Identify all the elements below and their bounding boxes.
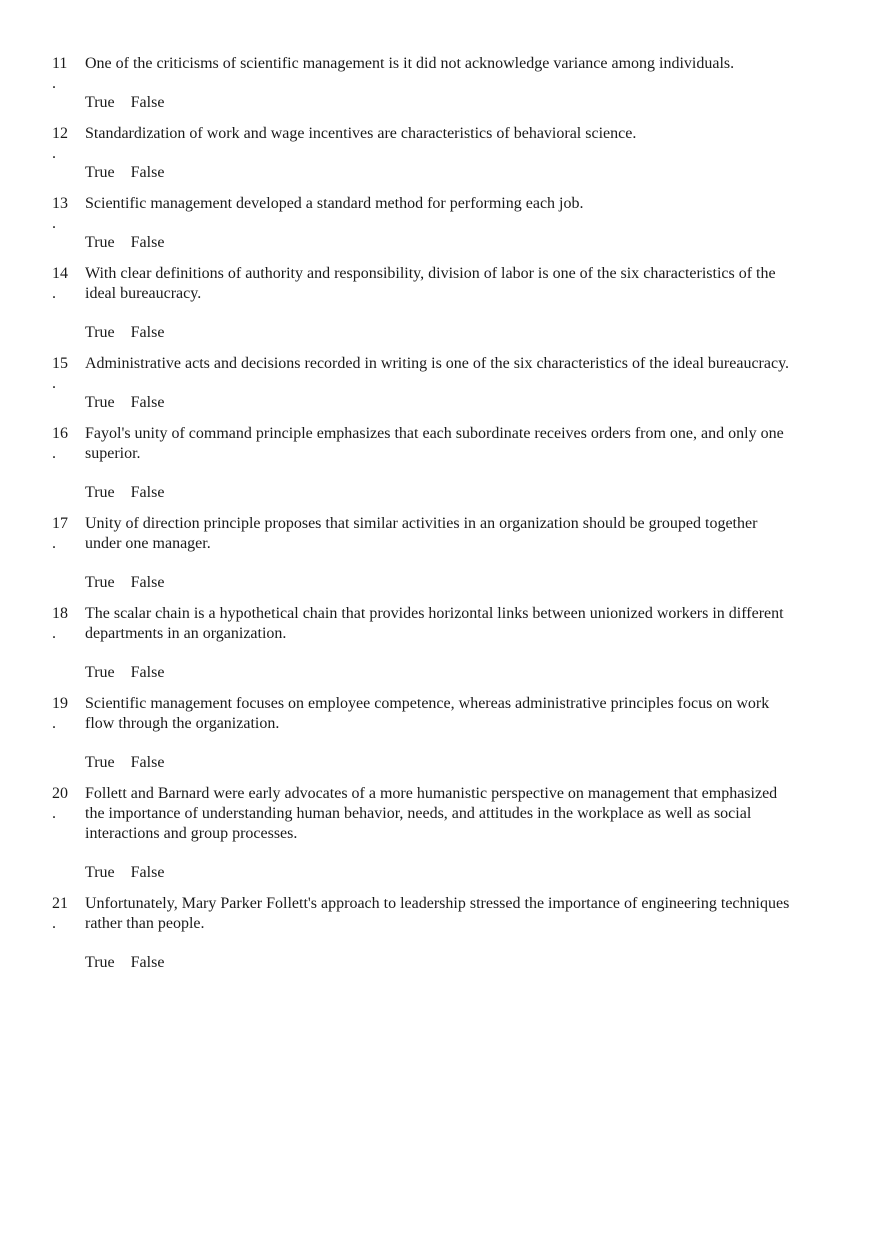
false-option[interactable]: False <box>130 664 165 681</box>
question-text: Fayol's unity of command principle emphasizes that each subordinate receives orders from one, and only one superior. <box>85 425 784 462</box>
question-number <box>52 354 80 394</box>
question-text: Scientific management developed a standard method for performing each job. <box>85 195 584 212</box>
question-number-value: 13 <box>52 195 68 212</box>
question-number-dot: . <box>52 715 56 732</box>
question-text: Scientific management focuses on employee competence, whereas administrative principles focus on work flow through the organization. <box>85 695 770 732</box>
question-item <box>0 514 880 593</box>
false-option[interactable]: False <box>130 574 165 591</box>
question-item <box>0 264 880 343</box>
false-option[interactable]: False <box>130 94 165 111</box>
true-option[interactable]: True <box>85 664 115 681</box>
answer-options <box>85 753 880 773</box>
question-number-dot: . <box>52 215 56 232</box>
true-option[interactable]: True <box>85 94 115 111</box>
question-number <box>52 514 80 554</box>
false-option[interactable]: False <box>130 164 165 181</box>
question-item <box>0 784 880 883</box>
answer-options <box>85 863 880 883</box>
question-number-dot: . <box>52 75 56 92</box>
false-option[interactable]: False <box>130 954 165 971</box>
question-number-value: 11 <box>52 55 68 72</box>
true-option[interactable]: True <box>85 574 115 591</box>
answer-options <box>85 163 880 183</box>
question-item <box>0 604 880 683</box>
false-option[interactable]: False <box>130 864 165 881</box>
question-number-value: 15 <box>52 355 68 372</box>
question-number-value: 20 <box>52 785 68 802</box>
true-option[interactable]: True <box>85 394 115 411</box>
answer-options <box>85 663 880 683</box>
true-option[interactable]: True <box>85 164 115 181</box>
question-number-dot: . <box>52 915 56 932</box>
question-number <box>52 54 80 94</box>
question-item <box>0 424 880 503</box>
answer-options <box>85 393 880 413</box>
true-option[interactable]: True <box>85 954 115 971</box>
question-number-value: 18 <box>52 605 68 622</box>
false-option[interactable]: False <box>130 394 165 411</box>
question-text: Administrative acts and decisions recorded in writing is one of the six characteristics of the ideal bureaucracy. <box>85 355 790 372</box>
question-list <box>0 54 880 984</box>
true-option[interactable]: True <box>85 484 115 501</box>
question-number <box>52 894 80 934</box>
question-item <box>0 354 880 413</box>
false-option[interactable]: False <box>130 324 165 341</box>
question-text: The scalar chain is a hypothetical chain that provides horizontal links between unionized workers in different departments in an organization. <box>85 605 784 642</box>
question-number-value: 21 <box>52 895 68 912</box>
true-option[interactable]: True <box>85 864 115 881</box>
question-number <box>52 424 80 464</box>
question-item <box>0 194 880 253</box>
question-number <box>52 604 80 644</box>
answer-options <box>85 483 880 503</box>
question-number-value: 14 <box>52 265 68 282</box>
question-number-dot: . <box>52 625 56 642</box>
answer-options <box>85 93 880 113</box>
answer-options <box>85 573 880 593</box>
answer-options <box>85 323 880 343</box>
question-number <box>52 124 80 164</box>
question-text: One of the criticisms of scientific management is it did not acknowledge variance among individuals. <box>85 55 735 72</box>
question-number-value: 16 <box>52 425 68 442</box>
question-item <box>0 894 880 973</box>
question-number-dot: . <box>52 445 56 462</box>
true-option[interactable]: True <box>85 324 115 341</box>
question-item <box>0 124 880 183</box>
question-number-value: 19 <box>52 695 68 712</box>
question-text: Follett and Barnard were early advocates of a more humanistic perspective on management that emphasized the importance of understanding human behavior, needs, and attitudes in the workplace as well as social interactions and group processes. <box>85 785 778 842</box>
question-text: Standardization of work and wage incentives are characteristics of behavioral science. <box>85 125 637 142</box>
question-number-dot: . <box>52 145 56 162</box>
question-number-value: 12 <box>52 125 68 142</box>
question-number <box>52 784 80 824</box>
question-number <box>52 694 80 734</box>
question-number-dot: . <box>52 285 56 302</box>
false-option[interactable]: False <box>130 754 165 771</box>
question-number <box>52 264 80 304</box>
true-option[interactable]: True <box>85 754 115 771</box>
false-option[interactable]: False <box>130 484 165 501</box>
true-option[interactable]: True <box>85 234 115 251</box>
question-text: Unity of direction principle proposes that similar activities in an organization should be grouped together under one manager. <box>85 515 758 552</box>
question-number-dot: . <box>52 375 56 392</box>
question-number <box>52 194 80 234</box>
question-number-dot: . <box>52 805 56 822</box>
false-option[interactable]: False <box>130 234 165 251</box>
question-text: With clear definitions of authority and responsibility, division of labor is one of the six characteristics of the ideal bureaucracy. <box>85 265 776 302</box>
question-number-dot: . <box>52 535 56 552</box>
question-number-value: 17 <box>52 515 68 532</box>
question-item <box>0 54 880 113</box>
question-text: Unfortunately, Mary Parker Follett's approach to leadership stressed the importance of engineering techniques rather than people. <box>85 895 790 932</box>
answer-options <box>85 953 880 973</box>
question-item <box>0 694 880 773</box>
answer-options <box>85 233 880 253</box>
